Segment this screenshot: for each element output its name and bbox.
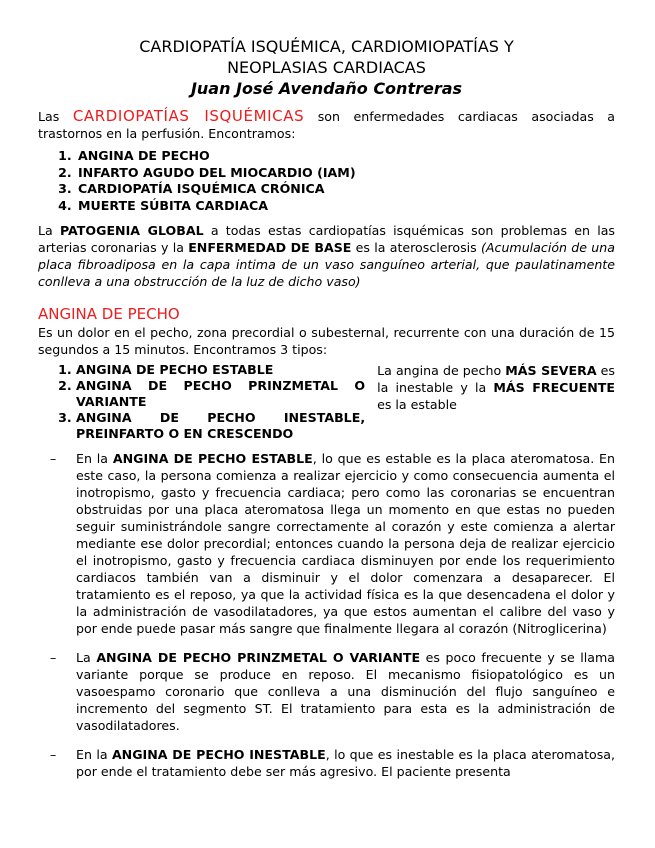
dash-bullet: – bbox=[50, 747, 57, 762]
cardiopathy-list bbox=[38, 148, 615, 214]
b2-text-a: La bbox=[76, 650, 97, 665]
note-text-c: es la inestable y la bbox=[377, 363, 615, 395]
list-item bbox=[38, 450, 615, 637]
note-bold-1: MÁS SEVERA bbox=[505, 363, 597, 378]
patho-bold-2: ENFERMEDAD DE BASE bbox=[188, 240, 352, 255]
list-item bbox=[38, 649, 615, 734]
intro-text-b: son enfermedades cardiacas asociadas a trastornos en la perfusión. Encontramos: bbox=[38, 109, 615, 141]
b3-bold: ANGINA DE PECHO INESTABLE bbox=[111, 747, 326, 762]
angina-types-column bbox=[38, 362, 365, 442]
b3-text-c: , lo que es inestable es la placa ateromatosa, por ende el tratamiento debe ser más agresivo. El paciente presenta bbox=[76, 747, 616, 779]
list-item: 2. ANGINA DE PECHO PRINZMETAL O VARIANTE bbox=[76, 378, 365, 410]
list-item: 2. INFARTO AGUDO DEL MIOCARDIO (IAM) bbox=[76, 165, 615, 182]
dash-bullet: – bbox=[50, 650, 57, 665]
title-line-1: CARDIOPATÍA ISQUÉMICA, CARDIOMIOPATÍAS Y bbox=[139, 37, 514, 56]
note-bold-2: MÁS FRECUENTE bbox=[493, 380, 615, 395]
intro-highlight: CARDIOPATÍAS ISQUÉMICAS bbox=[72, 107, 305, 125]
list-item: 4. MUERTE SÚBITA CARDIACA bbox=[76, 198, 615, 215]
author-name: Juan José Avendaño Contreras bbox=[190, 79, 463, 98]
list-item: 3. CARDIOPATÍA ISQUÉMICA CRÓNICA bbox=[76, 181, 615, 198]
list-item: 3. ANGINA DE PECHO INESTABLE, PREINFARTO O EN CRESCENDO bbox=[76, 410, 365, 442]
b3-text-a: En la bbox=[76, 747, 112, 762]
b1-text-a: En la bbox=[76, 451, 113, 466]
angina-definition: Es un dolor en el pecho, zona precordial o subesternal, recurrente con una duración de 15 segundos a 15 minutos. Encontramos 3 tipos: bbox=[38, 325, 615, 357]
b1-bold: ANGINA DE PECHO ESTABLE bbox=[112, 451, 313, 466]
title-line-2: NEOPLASIAS CARDIACAS bbox=[227, 58, 426, 77]
intro-text-a: Las bbox=[38, 109, 73, 124]
severity-note bbox=[377, 362, 615, 442]
note-text-d: es la estable bbox=[377, 397, 457, 412]
dash-bullet: – bbox=[50, 451, 57, 466]
angina-types-block bbox=[38, 362, 615, 442]
b1-text-c: , lo que es estable es la placa ateromatosa. En este caso, la persona comienza a realizar ejercicio y como consecuencia aumenta el inotropismo, gasto y frecuencia cardiaca; pero como las coronarias se encuentran obstruidas por una placa ateromatosa llega un momento en que estas no pueden seguir suministrándole sangre correctamente al corazón y este comienza a alertar mediante ese dolor precordial; entonces cuando la persona deja de realizar ejercicio el inotropismo, gasto y frecuencia cardiaca disminuyen por ende los requerimiento cardiacos también van a disminuir y el dolor comenzara a desaparecer. El tratamiento es el reposo, ya que la actividad física es la que desencadena el dolor y la administración de vasodilatadores, ya que estos aumentan el calibre del vaso y por ende puede pasar más sangre que finalmente llegara al corazón (Nitroglicerina) bbox=[76, 451, 615, 636]
intro-paragraph bbox=[38, 108, 615, 142]
list-item: 1. ANGINA DE PECHO ESTABLE bbox=[76, 362, 365, 378]
document-title bbox=[38, 36, 615, 78]
b2-text-c: es poco frecuente y se llama variante porque se produce en reposo. El mecanismo fisiopatológico es un vasoespamo coronario que conlleva a una disminución del flujo sanguíneo e incremento del segmento ST. El tratamiento para esta es la administración de vasodilatadores. bbox=[76, 650, 615, 733]
note-text-a: La angina de pecho bbox=[377, 363, 506, 378]
patho-italic: (Acumulación de una placa fibroadiposa en la capa intima de un vaso sanguíneo arterial, que paulatinamente conlleva a una obstrucción de la luz de dicho vaso) bbox=[38, 240, 615, 289]
list-item bbox=[38, 746, 615, 780]
pathogenesis-paragraph bbox=[38, 222, 615, 290]
patho-bold-1: PATOGENIA GLOBAL bbox=[59, 223, 204, 238]
patho-text-a: La bbox=[38, 223, 60, 238]
angina-details-list bbox=[38, 450, 615, 780]
list-item: 1. ANGINA DE PECHO bbox=[76, 148, 615, 165]
patho-text-d: es la aterosclerosis bbox=[351, 240, 481, 255]
angina-types-list bbox=[38, 362, 365, 442]
b2-bold: ANGINA DE PECHO PRINZMETAL O VARIANTE bbox=[96, 650, 421, 665]
patho-text-c: a todas estas cardiopatías isquémicas son problemas en las arterias coronarias y la bbox=[38, 223, 615, 255]
section-heading-angina: ANGINA DE PECHO bbox=[38, 305, 180, 323]
